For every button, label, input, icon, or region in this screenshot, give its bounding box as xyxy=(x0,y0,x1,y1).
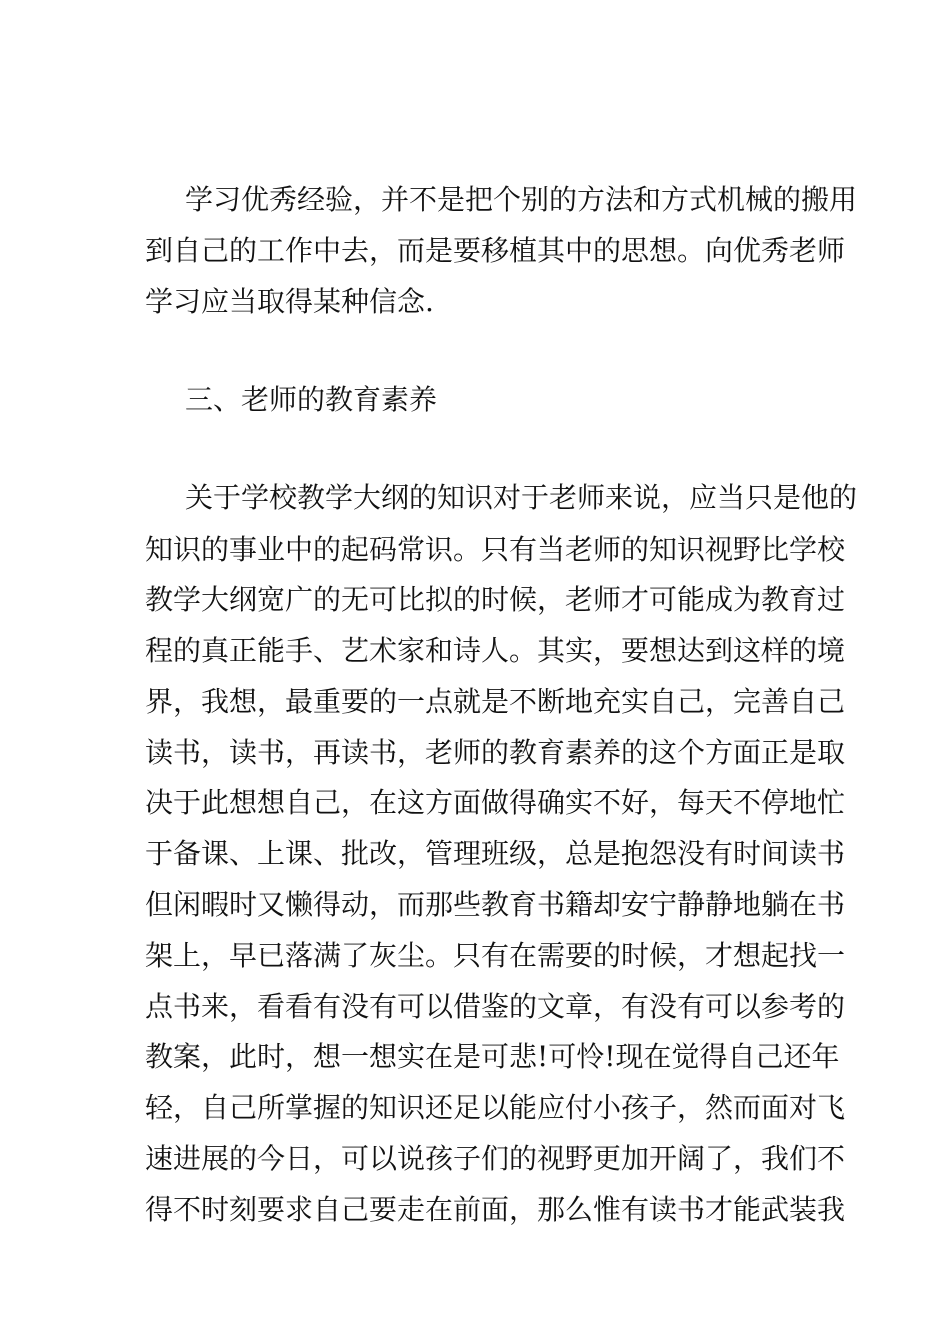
paragraph-3-line-4: 程的真正能手、艺术家和诗人。其实，要想达到这样的境 xyxy=(145,634,846,667)
paragraph-3-line-12: 教案，此时，想一想实在是可悲!可怜!现在觉得自己还年 xyxy=(145,1040,840,1073)
paragraph-3-line-14: 速进展的今日，可以说孩子们的视野更加开阔了，我们不 xyxy=(145,1142,846,1175)
paragraph-3-line-1: 关于学校教学大纲的知识对于老师来说，应当只是他的 xyxy=(185,481,858,514)
paragraph-3-line-11: 点书来，看看有没有可以借鉴的文章，有没有可以参考的 xyxy=(145,990,846,1023)
section-heading: 三、老师的教育素养 xyxy=(185,383,438,416)
paragraph-3-line-13: 轻，自己所掌握的知识还足以能应付小孩子，然而面对飞 xyxy=(145,1091,846,1124)
paragraph-3-line-6: 读书，读书，再读书，老师的教育素养的这个方面正是取 xyxy=(145,736,846,769)
paragraph-3-line-7: 决于此想想自己，在这方面做得确实不好，每天不停地忙 xyxy=(145,786,846,819)
paragraph-3-line-8: 于备课、上课、批改，管理班级，总是抱怨没有时间读书 xyxy=(145,837,846,870)
paragraph-3-line-2: 知识的事业中的起码常识。只有当老师的知识视野比学校 xyxy=(145,533,846,566)
paragraph-3-line-10: 架上，早已落满了灰尘。只有在需要的时候，才想起找一 xyxy=(145,939,846,972)
paragraph-1-line-2: 到自己的工作中去，而是要移植其中的思想。向优秀老师 xyxy=(145,234,846,267)
paragraph-3-line-5: 界，我想，最重要的一点就是不断地充实自己，完善自己 xyxy=(145,685,846,718)
paragraph-1-line-1: 学习优秀经验，并不是把个别的方法和方式机械的搬用 xyxy=(185,183,858,216)
paragraph-1-line-3: 学习应当取得某种信念. xyxy=(145,285,434,318)
paragraph-3-line-15: 得不时刻要求自己要走在前面，那么惟有读书才能武装我 xyxy=(145,1193,846,1226)
paragraph-3-line-9: 但闲暇时又懒得动，而那些教育书籍却安宁静静地躺在书 xyxy=(145,888,846,921)
paragraph-3-line-3: 教学大纲宽广的无可比拟的时候，老师才可能成为教育过 xyxy=(145,583,846,616)
